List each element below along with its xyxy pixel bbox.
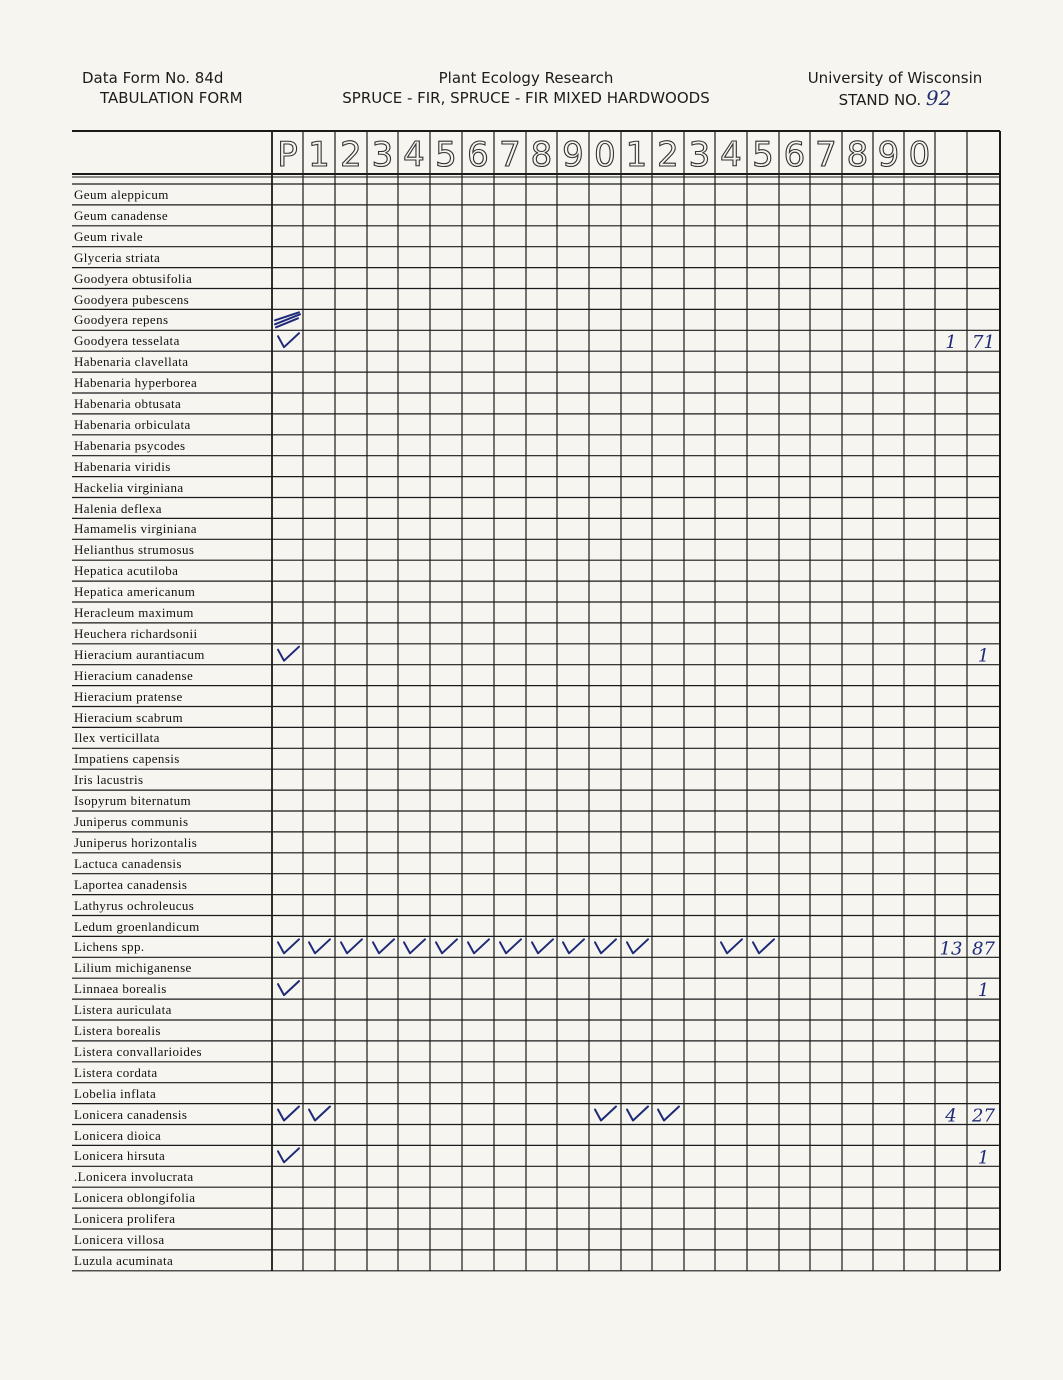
species-name: Geum rivale	[74, 228, 144, 244]
species-name: Iris lacustris	[74, 772, 144, 788]
total-value: 1	[977, 645, 990, 667]
column-header: 5	[752, 135, 774, 175]
species-name: Hamamelis virginiana	[74, 521, 197, 537]
check-mark	[341, 939, 362, 953]
species-name: Geum canadense	[74, 207, 169, 223]
species-name: Habenaria orbiculata	[74, 416, 191, 432]
column-header: 5	[435, 135, 457, 175]
species-name: Goodyera repens	[74, 312, 169, 328]
species-name: Lichens spp.	[74, 939, 145, 955]
column-header: 9	[562, 135, 584, 175]
species-name: Listera auriculata	[74, 1002, 172, 1018]
species-name: Hackelia virginiana	[74, 479, 184, 495]
column-header: 6	[783, 135, 806, 175]
column-header: 1	[625, 135, 648, 175]
species-name: Ilex verticillata	[74, 730, 160, 746]
species-name: Lonicera villosa	[74, 1232, 165, 1247]
scribble-mark	[275, 312, 300, 327]
form-name: TABULATION FORM	[100, 89, 243, 107]
check-mark	[373, 939, 394, 953]
column-header: 2	[657, 135, 679, 175]
university-name: University of Wisconsin	[807, 69, 983, 87]
species-name: Hieracium pratense	[74, 688, 183, 704]
total-value: 27	[972, 1105, 995, 1127]
species-name: Geum aleppicum	[74, 187, 169, 202]
column-header: 0	[594, 135, 616, 175]
total-value: 1	[977, 1147, 990, 1169]
species-name: Juniperus communis	[74, 814, 189, 829]
check-mark	[309, 1107, 330, 1121]
species-name: Listera borealis	[74, 1023, 161, 1038]
species-name: Listera cordata	[74, 1064, 158, 1080]
species-name: Lilium michiganense	[74, 960, 192, 976]
check-mark	[278, 333, 299, 347]
column-header: P	[277, 135, 298, 175]
species-name: Laportea canadensis	[74, 876, 188, 892]
species-name: Impatiens capensis	[74, 751, 180, 767]
check-mark	[309, 939, 330, 953]
column-header: 9	[877, 135, 900, 175]
species-name: Lonicera prolifera	[74, 1211, 176, 1227]
form-number: Data Form No. 84d	[82, 69, 224, 87]
column-header: 6	[467, 135, 489, 175]
column-header: 8	[846, 135, 869, 175]
species-name: Linnaea borealis	[74, 981, 167, 997]
column-header: 0	[908, 135, 931, 175]
column-header: 4	[403, 135, 425, 175]
check-mark	[404, 939, 425, 953]
check-mark	[278, 647, 299, 661]
check-mark	[595, 939, 616, 953]
species-name: Halenia deflexa	[74, 500, 162, 516]
total-value: 87	[972, 938, 995, 960]
check-mark	[278, 981, 299, 995]
column-header: 7	[815, 135, 837, 175]
frequency-value: 13	[939, 938, 963, 960]
species-name: Hieracium aurantiacum	[74, 646, 205, 662]
species-name: Glyceria striata	[74, 249, 161, 265]
species-name: Lobelia inflata	[74, 1085, 157, 1101]
species-name: Lathyrus ochroleucus	[74, 897, 195, 913]
species-name: Lonicera dioica	[74, 1127, 162, 1143]
check-mark	[532, 939, 553, 953]
form-subtitle: SPRUCE - FIR, SPRUCE - FIR MIXED HARDWOODS	[342, 89, 710, 107]
check-mark	[468, 939, 489, 953]
check-mark	[753, 939, 774, 953]
check-mark	[278, 939, 299, 953]
species-name: Habenaria clavellata	[74, 354, 189, 370]
check-mark	[436, 939, 457, 953]
check-mark	[500, 939, 521, 953]
species-name: Listera convallarioides	[74, 1043, 202, 1059]
species-name: Hieracium canadense	[74, 667, 194, 683]
check-mark	[595, 1107, 616, 1121]
column-header: 8	[530, 135, 553, 175]
total-value: 71	[972, 332, 995, 354]
species-name: Goodyera tesselata	[74, 333, 180, 349]
species-name: Lonicera oblongifolia	[74, 1190, 196, 1206]
species-name: Hieracium scabrum	[74, 709, 183, 725]
species-name: Lactuca canadensis	[74, 855, 182, 871]
species-name: Isopyrum biternatum	[74, 793, 191, 809]
org-title: Plant Ecology Research	[438, 69, 614, 87]
check-mark	[278, 1107, 299, 1121]
species-name: Hepatica americanum	[74, 584, 196, 600]
species-name: Goodyera pubescens	[74, 291, 190, 307]
species-name: .Lonicera involucrata	[74, 1169, 194, 1185]
species-name: Hepatica acutiloba	[74, 563, 179, 579]
species-name: Helianthus strumosus	[74, 542, 195, 558]
column-header: 1	[308, 135, 330, 175]
frequency-value: 4	[945, 1105, 957, 1127]
species-name: Juniperus horizontalis	[74, 834, 198, 850]
column-header: 3	[371, 135, 394, 175]
check-mark	[278, 1148, 299, 1162]
species-name: Lonicera hirsuta	[74, 1148, 166, 1164]
column-header: 7	[499, 135, 521, 175]
check-mark	[627, 1107, 648, 1121]
species-name: Habenaria hyperborea	[74, 375, 198, 391]
species-name: Habenaria psycodes	[74, 437, 186, 453]
species-name: Luzula acuminata	[74, 1252, 174, 1268]
column-header: 4	[720, 135, 742, 175]
check-mark	[721, 939, 742, 953]
stand-number-value: 92	[925, 86, 952, 110]
column-header: 3	[688, 135, 711, 175]
species-name: Heracleum maximum	[74, 605, 194, 620]
frequency-value: 1	[945, 332, 957, 354]
species-name: Habenaria obtusata	[74, 396, 182, 411]
stand-label: STAND NO.	[838, 91, 922, 109]
species-name: Heuchera richardsonii	[74, 625, 198, 641]
check-mark	[658, 1107, 679, 1121]
check-mark	[627, 939, 648, 953]
total-value: 1	[977, 980, 990, 1002]
check-mark	[563, 939, 584, 953]
species-name: Habenaria viridis	[74, 458, 171, 474]
species-name: Goodyera obtusifolia	[74, 270, 193, 286]
species-name: Ledum groenlandicum	[74, 918, 200, 934]
species-name: Lonicera canadensis	[74, 1106, 188, 1122]
column-header: 2	[340, 135, 362, 175]
